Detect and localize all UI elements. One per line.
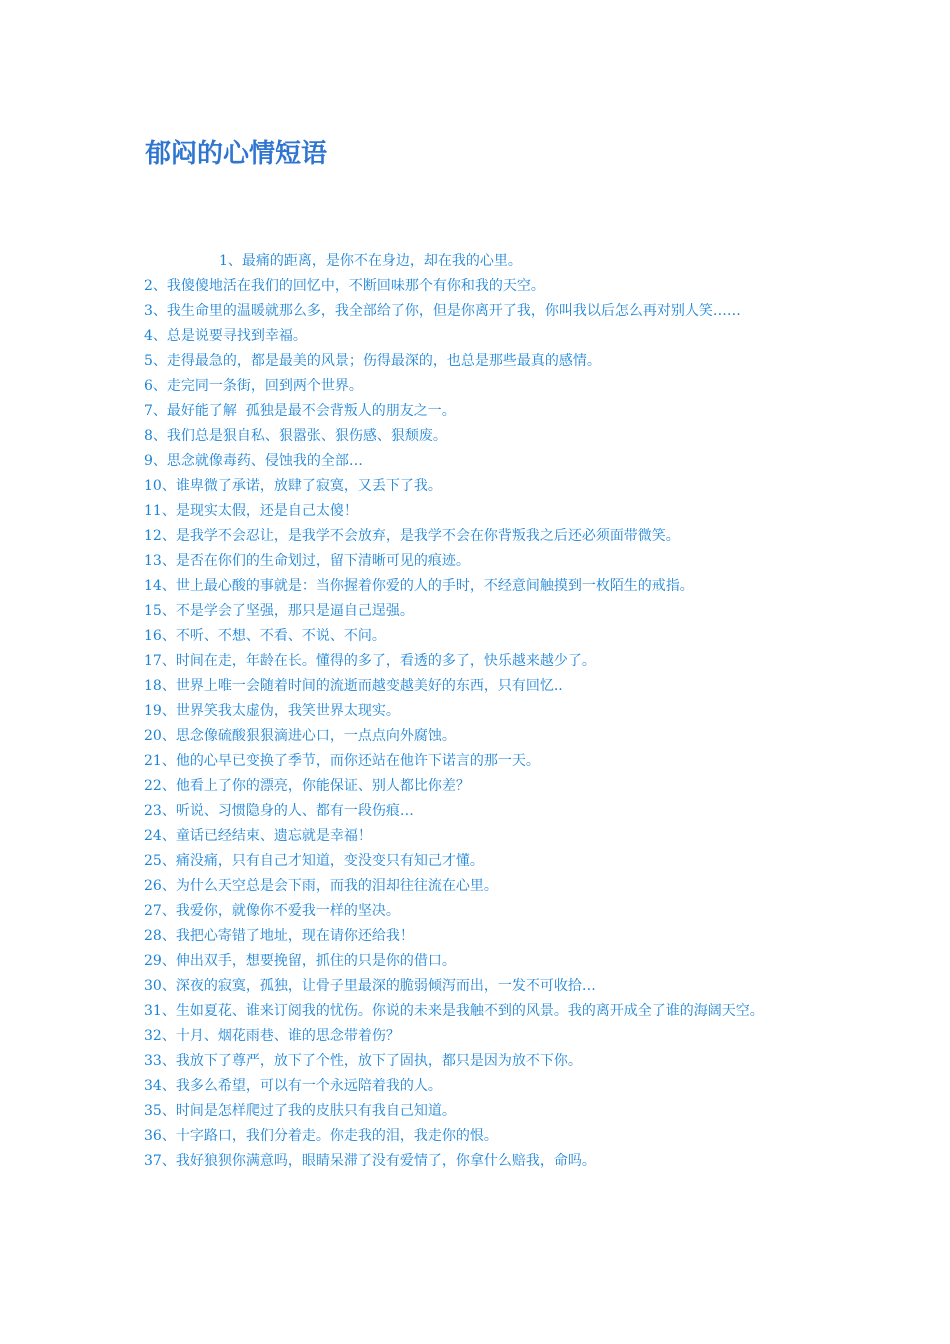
list-item: 14、世上最心酸的事就是：当你握着你爱的人的手时，不经意间触摸到一枚陌生的戒指。 xyxy=(144,578,694,594)
list-item: 4、总是说要寻找到幸福。 xyxy=(144,328,307,344)
list-item: 20、思念像硫酸狠狠滴进心口，一点点向外腐蚀。 xyxy=(144,728,456,744)
list-item: 8、我们总是狠自私、狠嚣张、狠伤感、狠颓废。 xyxy=(144,428,447,444)
list-item: 21、他的心早已变换了季节，而你还站在他许下诺言的那一天。 xyxy=(144,753,540,769)
list-item: 1、最痛的距离，是你不在身边，却在我的心里。 xyxy=(219,253,522,269)
list-item: 12、是我学不会忍让，是我学不会放弃，是我学不会在你背叛我之后还必须面带微笑。 xyxy=(144,528,680,544)
list-item: 37、我好狼狈你满意吗，眼睛呆滞了没有爱情了，你拿什么赔我，命吗。 xyxy=(144,1153,596,1169)
list-item: 34、我多么希望，可以有一个永远陪着我的人。 xyxy=(144,1078,442,1094)
list-item: 23、听说、习惯隐身的人、都有一段伤痕… xyxy=(144,803,414,819)
list-item: 15、不是学会了坚强，那只是逼自己逞强。 xyxy=(144,603,414,619)
list-item: 3、我生命里的温暖就那么多，我全部给了你，但是你离开了我，你叫我以后怎么再对别人笑…… xyxy=(144,303,741,319)
list-item: 7、最好能了解 孤独是最不会背叛人的朋友之一。 xyxy=(144,403,456,419)
list-item: 2、我傻傻地活在我们的回忆中，不断回味那个有你和我的天空。 xyxy=(144,278,545,294)
list-item: 13、是否在你们的生命划过，留下清晰可见的痕迹。 xyxy=(144,553,470,569)
list-item: 35、时间是怎样爬过了我的皮肤只有我自己知道。 xyxy=(144,1103,456,1119)
list-item: 33、我放下了尊严，放下了个性，放下了固执，都只是因为放不下你。 xyxy=(144,1053,582,1069)
list-item: 22、他看上了你的漂亮，你能保证、别人都比你差？ xyxy=(144,778,470,794)
list-item: 29、伸出双手，想要挽留，抓住的只是你的借口。 xyxy=(144,953,456,969)
list-item: 27、我爱你，就像你不爱我一样的坚决。 xyxy=(144,903,400,919)
list-item: 24、童话已经结束、遗忘就是幸福！ xyxy=(144,828,372,844)
list-item: 9、思念就像毒药、侵蚀我的全部… xyxy=(144,453,363,469)
list-item: 19、世界笑我太虚伪，我笑世界太现实。 xyxy=(144,703,400,719)
list-item: 36、十字路口，我们分着走。你走我的泪，我走你的恨。 xyxy=(144,1128,498,1144)
list-item: 28、我把心寄错了地址，现在请你还给我！ xyxy=(144,928,414,944)
list-item: 5、走得最急的，都是最美的风景；伤得最深的，也总是那些最真的感情。 xyxy=(144,353,601,369)
list-item: 17、时间在走，年龄在长。懂得的多了，看透的多了，快乐越来越少了。 xyxy=(144,653,596,669)
list-item: 11、是现实太假，还是自己太傻！ xyxy=(144,503,358,519)
page-title: 郁闷的心情短语 xyxy=(145,139,328,169)
list-item: 25、痛没痛，只有自己才知道，变没变只有知己才懂。 xyxy=(144,853,484,869)
list-item: 10、谁卑微了承诺，放肆了寂寞，又丢下了我。 xyxy=(144,478,442,494)
list-item: 18、世界上唯一会随着时间的流逝而越变越美好的东西，只有回忆.. xyxy=(144,678,563,694)
list-item: 16、不听、不想、不看、不说、不问。 xyxy=(144,628,386,644)
list-item: 32、十月、烟花雨巷、谁的思念带着伤？ xyxy=(144,1028,400,1044)
list-item: 30、深夜的寂寞，孤独，让骨子里最深的脆弱倾泻而出，一发不可收拾… xyxy=(144,978,596,994)
list-item: 31、生如夏花、谁来订阅我的忧伤。你说的未来是我触不到的风景。我的离开成全了谁的海阔天空。 xyxy=(144,1003,764,1019)
list-item: 26、为什么天空总是会下雨，而我的泪却往往流在心里。 xyxy=(144,878,498,894)
list-item: 6、走完同一条街，回到两个世界。 xyxy=(144,378,363,394)
phrase-list xyxy=(144,249,812,1174)
